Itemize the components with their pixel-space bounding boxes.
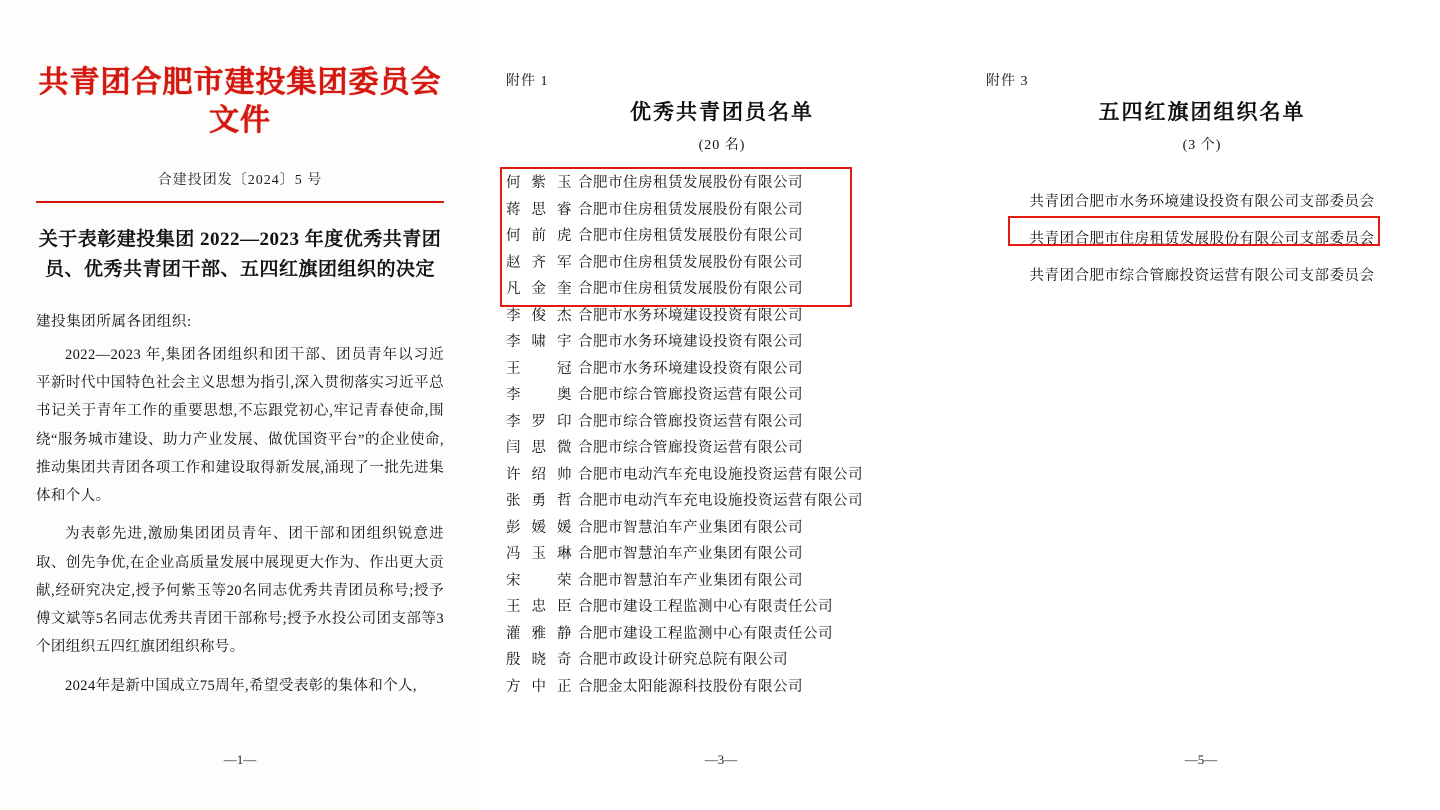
member-organization: 合肥市水务环境建设投资有限公司 [578, 334, 803, 350]
document-paragraph-2: 为表彰先进,激励集团团员青年、团干部和团组织锐意进取、创先争优,在企业高质量发展中展现更大作为、作出更大贡献,经研究决定,授予何紫玉等20名同志优秀共青团员称号;授予傅文斌等5名同志优秀共青团干部称号;授予水投公司团支部等3个团组织五四红旗团组织称号。 [36, 526, 444, 656]
member-name: 闫思微 [506, 440, 572, 456]
member-row [506, 462, 938, 489]
member-name: 赵齐军 [506, 254, 572, 271]
member-row [506, 276, 938, 303]
organization-row: 共青团合肥市住房租赁发展股份有限公司支部委员会 [1029, 231, 1375, 247]
member-row [506, 356, 938, 383]
member-organization: 合肥市住房租赁发展股份有限公司 [578, 254, 803, 271]
member-name: 冯玉琳 [506, 546, 572, 562]
member-name: 何前虎 [506, 228, 572, 244]
attachment-label-1: 附件 1 [506, 74, 549, 89]
organization-row: 共青团合肥市水务环境建设投资有限公司支部委员会 [1029, 194, 1375, 210]
member-organization: 合肥市建设工程监测中心有限责任公司 [578, 625, 833, 642]
member-organization: 合肥市综合管廊投资运营有限公司 [578, 387, 803, 403]
list-title-outstanding-members: 优秀共青团员名单 [630, 100, 814, 124]
member-organization: 合肥市电动汽车充电设施投资运营有限公司 [578, 493, 863, 509]
organization-row: 共青团合肥市综合管廊投资运营有限公司支部委员会 [1029, 268, 1375, 284]
list-subtitle-count-orgs: (3 个) [1182, 138, 1222, 153]
member-row [506, 223, 938, 250]
member-row [506, 515, 938, 542]
member-name: 灌雅静 [506, 625, 572, 642]
page-marker-5: —5— [1184, 752, 1218, 767]
member-organization: 合肥市综合管廊投资运营有限公司 [578, 440, 803, 456]
member-row [506, 594, 938, 621]
attachment-label-3: 附件 3 [986, 74, 1029, 89]
member-name: 殷晓奇 [506, 652, 572, 668]
member-row [506, 647, 938, 674]
member-row [506, 382, 938, 409]
member-name: 李啸宇 [506, 334, 572, 350]
member-name: 张勇哲 [506, 493, 572, 509]
member-organization: 合肥市政设计研究总院有限公司 [578, 652, 788, 668]
member-name: 李俊杰 [506, 307, 572, 324]
member-organization: 合肥市综合管廊投资运营有限公司 [578, 413, 803, 430]
member-organization: 合肥市住房租赁发展股份有限公司 [578, 281, 803, 297]
member-row [506, 409, 938, 436]
document-paragraph-1: 2022—2023 年,集团各团组织和团干部、团员青年以习近平新时代中国特色社会主义思想为指引,深入贯彻落实习近平总书记关于青年工作的重要思想,不忘跟党初心,牢记青春使命,围绕“服务城市建设、助力产业发展、做优国资平台”的企业使命,推动集团共青团各项工作和建设取得新发展,涌现了一批先进集体和个人。 [36, 346, 444, 505]
member-name: 何紫玉 [506, 175, 572, 191]
document-title: 共青团合肥市建投集团委员会文件 [38, 66, 442, 137]
member-organization: 合肥市建设工程监测中心有限责任公司 [578, 599, 833, 615]
member-row [506, 621, 938, 648]
member-organization: 合肥市智慧泊车产业集团有限公司 [578, 519, 803, 536]
document-page-3 [960, 0, 1440, 810]
member-row [506, 541, 938, 568]
member-row [506, 250, 938, 277]
member-row [506, 488, 938, 515]
member-row [506, 329, 938, 356]
member-name: 许绍帅 [506, 466, 572, 483]
member-name: 凡金奎 [506, 281, 572, 297]
member-organization: 合肥市水务环境建设投资有限公司 [578, 360, 803, 377]
list-title-red-flag-orgs: 五四红旗团组织名单 [1098, 100, 1306, 124]
member-organization: 合肥市住房租赁发展股份有限公司 [578, 201, 803, 218]
member-row [506, 674, 938, 701]
document-paragraph-3: 2024年是新中国成立75周年,希望受表彰的集体和个人, [65, 677, 417, 694]
member-name: 李奥 [506, 387, 572, 403]
member-row [506, 170, 938, 197]
document-page-1 [0, 0, 480, 810]
member-row [506, 568, 938, 595]
member-name: 王忠臣 [506, 599, 572, 615]
member-row [506, 197, 938, 224]
member-organization: 合肥市电动汽车充电设施投资运营有限公司 [578, 466, 863, 483]
member-name: 李罗印 [506, 413, 572, 430]
member-organization: 合肥金太阳能源科技股份有限公司 [578, 678, 803, 695]
decision-heading: 关于表彰建投集团 2022—2023 年度优秀共青团员、优秀共青团干部、五四红旗团组织的决定 [38, 229, 442, 281]
member-organization: 合肥市智慧泊车产业集团有限公司 [578, 546, 803, 562]
member-row [506, 303, 938, 330]
member-organization: 合肥市住房租赁发展股份有限公司 [578, 228, 803, 244]
member-name: 宋荣 [506, 572, 572, 589]
member-organization: 合肥市住房租赁发展股份有限公司 [578, 175, 803, 191]
red-divider [36, 201, 444, 203]
document-page-2 [480, 0, 960, 810]
page-marker-3: —3— [704, 752, 738, 767]
member-name: 王冠 [506, 360, 572, 377]
member-organization: 合肥市水务环境建设投资有限公司 [578, 307, 803, 324]
member-name: 彭媛媛 [506, 519, 572, 536]
document-addressee: 建投集团所属各团组织: [36, 313, 192, 330]
outstanding-member-list [506, 170, 938, 700]
page-marker-1: —1— [223, 752, 257, 767]
member-organization: 合肥市智慧泊车产业集团有限公司 [578, 572, 803, 589]
member-name: 方中正 [506, 678, 572, 695]
member-row [506, 435, 938, 462]
red-flag-organization-list [986, 182, 1418, 293]
document-number: 合建投团发〔2024〕5 号 [157, 173, 323, 188]
list-subtitle-count: (20 名) [698, 138, 746, 153]
member-name: 蒋思睿 [506, 201, 572, 218]
